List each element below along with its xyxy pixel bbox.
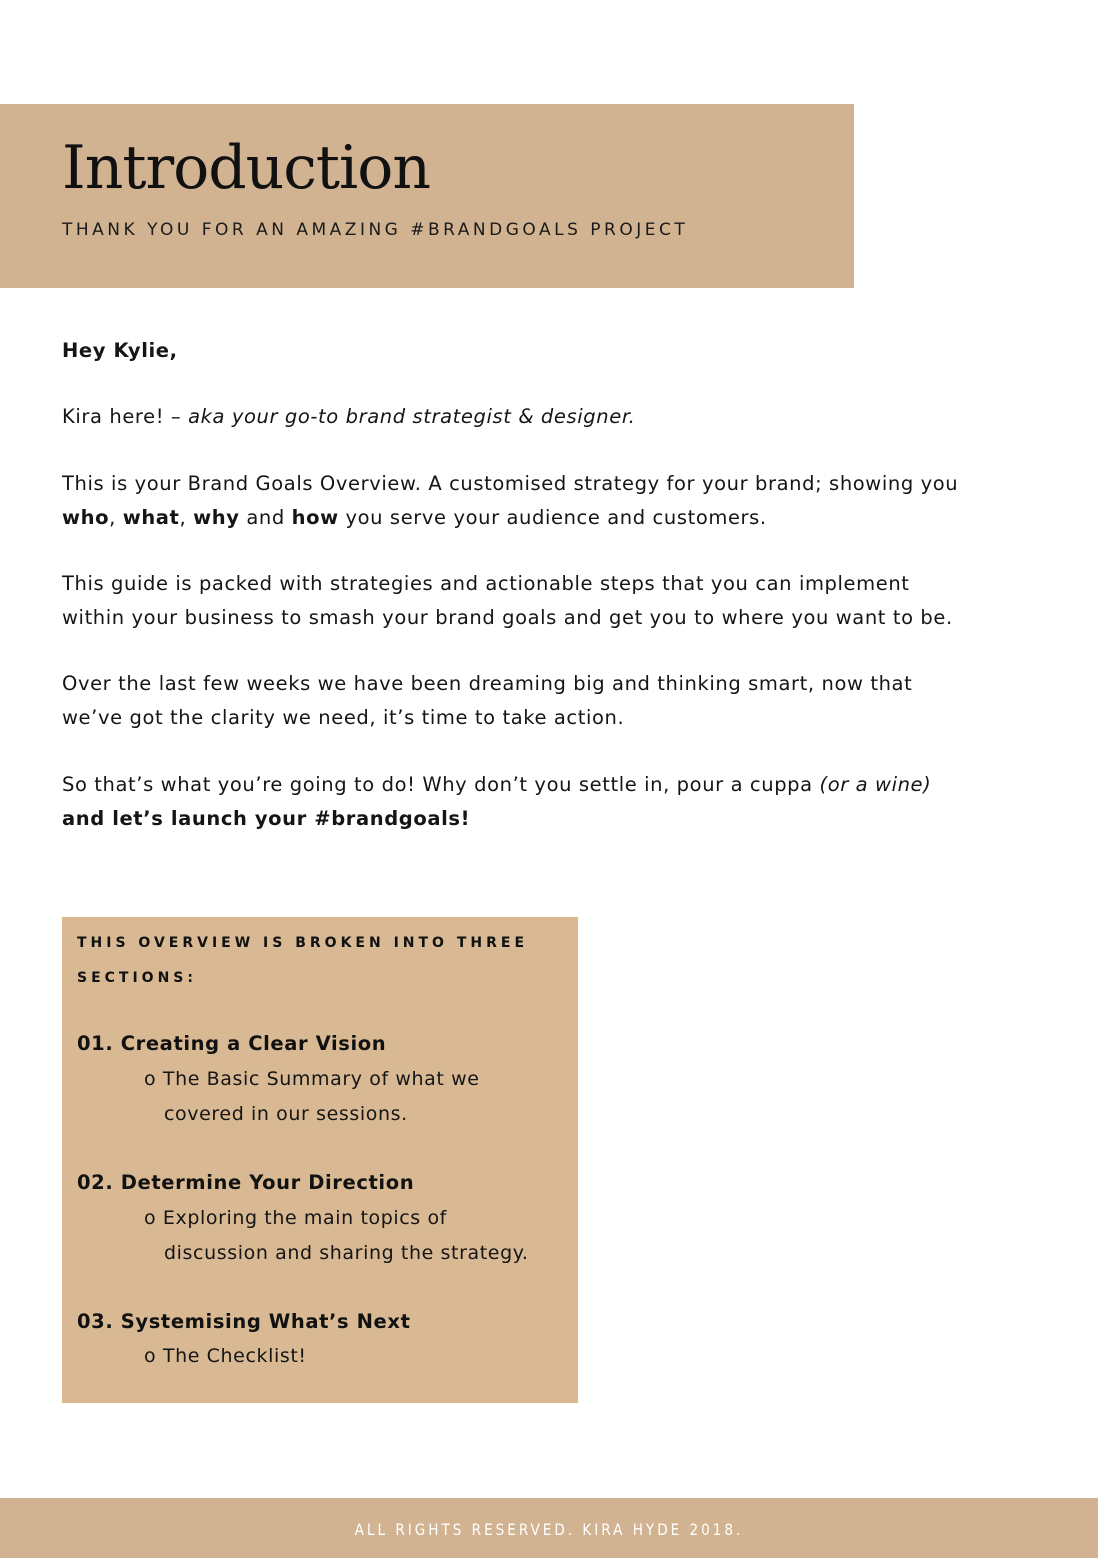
section-bullet-2-line-1: o Exploring the main topics of — [144, 1207, 447, 1229]
weeks-paragraph — [62, 667, 1042, 734]
comma: , — [109, 505, 123, 529]
what-word: what — [122, 505, 180, 529]
footer-copyright: ALL RIGHTS RESERVED. KIRA HYDE 2018. — [354, 1520, 744, 1539]
weeks-line-2: we’ve got the clarity we need, it’s time to take action. — [62, 705, 625, 729]
sections-heading-line-2: SECTIONS: — [77, 970, 197, 986]
overview-line-1: This is your Brand Goals Overview. A customised strategy for your brand; showing you — [62, 472, 959, 495]
who-word: who — [62, 505, 110, 529]
section-bullet-2-line-2: discussion and sharing the strategy. — [164, 1241, 529, 1264]
comma: , — [179, 505, 194, 529]
section-bullet-2 — [144, 1201, 529, 1270]
closing-text: So that’s what you’re going to do! Why don’t you settle in, pour a cuppa — [62, 773, 820, 796]
section-bullet-3-line-1: o The Checklist! — [144, 1345, 307, 1367]
why-word: why — [193, 505, 240, 529]
page-subtitle: THANK YOU FOR AN AMAZING #BRANDGOALS PROJECT — [62, 220, 689, 240]
section-title-3: 03. Systemising What’s Next — [77, 1310, 411, 1333]
section-bullet-1 — [144, 1062, 480, 1131]
intro-text: Kira here! – — [62, 405, 189, 428]
section-title-2: 02. Determine Your Direction — [77, 1171, 415, 1194]
section-bullet-1-line-1: o The Basic Summary of what we — [144, 1068, 480, 1090]
overview-paragraph — [62, 467, 1042, 534]
weeks-line-1: Over the last few weeks we have been dreaming big and thinking smart, now that — [62, 672, 913, 695]
intro-paragraph — [62, 400, 1042, 434]
closing-bold-text: and let’s launch your #brandgoals! — [62, 806, 471, 830]
guide-paragraph — [62, 567, 1042, 634]
guide-line-2: within your business to smash your brand goals and get you to where you want to be. — [62, 605, 953, 629]
and-word: and — [239, 505, 292, 529]
section-title-1: 01. Creating a Clear Vision — [77, 1032, 387, 1055]
sections-heading — [77, 926, 528, 996]
page-title: Introduction — [62, 133, 430, 203]
section-bullet-3 — [144, 1339, 307, 1374]
intro-italic-text: aka your go-to brand strategist & designer. — [188, 405, 636, 428]
closing-paragraph — [62, 768, 1042, 835]
how-word: how — [291, 505, 339, 529]
sections-heading-line-1: THIS OVERVIEW IS BROKEN INTO THREE — [77, 935, 529, 951]
section-bullet-1-line-2: covered in our sessions. — [164, 1102, 408, 1125]
greeting — [62, 334, 1042, 368]
guide-line-1: This guide is packed with strategies and actionable steps that you can implement — [62, 572, 910, 595]
overview-line-2-rest: you serve your audience and customers. — [338, 505, 767, 529]
closing-italic-text: (or a wine) — [819, 773, 932, 796]
greeting-text: Hey Kylie, — [62, 339, 178, 362]
